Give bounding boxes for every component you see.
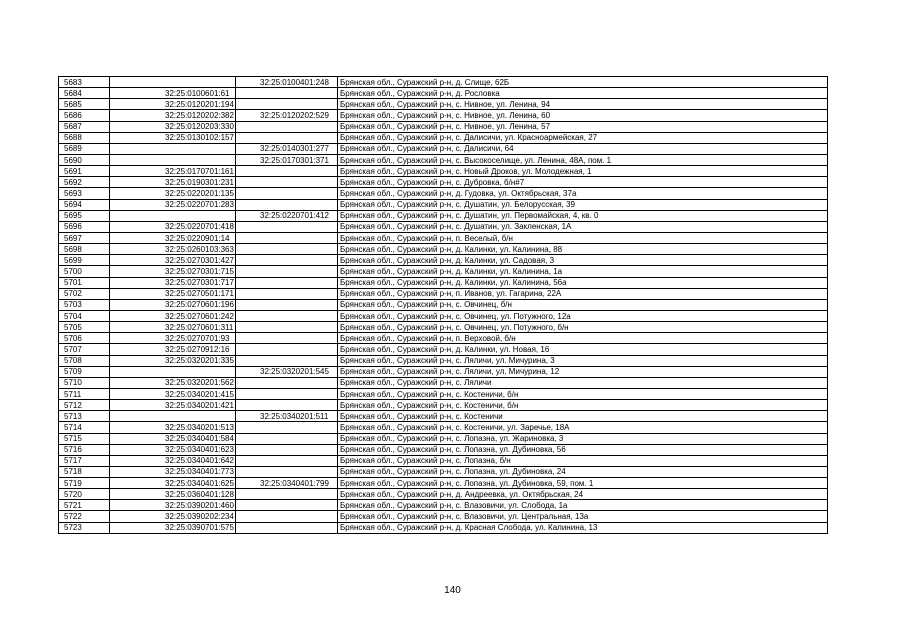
table-row [59,88,828,99]
building-cadastral-number-cell [236,121,338,132]
table-row [59,500,828,511]
building-cadastral-number-cell [236,232,338,243]
table-row [59,110,828,121]
building-cadastral-number-cell [236,99,338,110]
row-number-cell: 5703 [59,299,110,310]
cadastral-number-cell [110,143,236,154]
cadastral-number-cell: 32:25:0270601:311 [110,322,236,333]
address-cell: Брянская обл., Суражский р-н, с. Лопазна, б/н [338,455,828,466]
address-cell: Брянская обл., Суражский р-н, с. Лопазна, ул. Дубиновка, 24 [338,466,828,477]
row-number-cell: 5701 [59,277,110,288]
building-cadastral-number-cell [236,188,338,199]
address-cell: Брянская обл., Суражский р-н, с. Овчинец, б/н [338,299,828,310]
row-number-cell: 5688 [59,132,110,143]
address-cell: Брянская обл., Суражский р-н, с. Влазовичи, ул. Слобода, 1а [338,500,828,511]
address-cell: Брянская обл., Суражский р-н, с. Лопазна, ул. Жариновка, 3 [338,433,828,444]
building-cadastral-number-cell [236,333,338,344]
address-cell: Брянская обл., Суражский р-н, д. Калинки, ул. Новая, 16 [338,344,828,355]
building-cadastral-number-cell: 32:25:0220701:412 [236,210,338,221]
cadastral-number-cell: 32:25:0270912:16 [110,344,236,355]
row-number-cell: 5722 [59,511,110,522]
table-row [59,166,828,177]
table-row [59,511,828,522]
cadastral-number-cell: 32:25:0220901:14 [110,232,236,243]
address-cell: Брянская обл., Суражский р-н, с. Ляличи [338,377,828,388]
table-row [59,132,828,143]
page-number: 140 [444,585,461,596]
table-row [59,310,828,321]
row-number-cell: 5709 [59,366,110,377]
building-cadastral-number-cell [236,377,338,388]
table-row [59,99,828,110]
building-cadastral-number-cell [236,400,338,411]
address-cell: Брянская обл., Суражский р-н, с. Далисичи, ул. Красноармейская, 27 [338,132,828,143]
row-number-cell: 5706 [59,333,110,344]
address-cell: Брянская обл., Суражский р-н, с. Далисичи, 64 [338,143,828,154]
address-cell: Брянская обл., Суражский р-н, с. Овчинец, ул. Потужного, 12а [338,310,828,321]
cadastral-number-cell: 32:25:0120202:382 [110,110,236,121]
row-number-cell: 5685 [59,99,110,110]
table-row [59,455,828,466]
row-number-cell: 5715 [59,433,110,444]
cadastral-number-cell: 32:25:0340401:623 [110,444,236,455]
table-row [59,299,828,310]
row-number-cell: 5698 [59,244,110,255]
row-number-cell: 5693 [59,188,110,199]
row-number-cell: 5687 [59,121,110,132]
address-cell: Брянская обл., Суражский р-н, д. Калинки, ул. Калинина, 1а [338,266,828,277]
address-cell: Брянская обл., Суражский р-н, д. Красная Слобода, ул. Калинина, 13 [338,522,828,533]
row-number-cell: 5702 [59,288,110,299]
row-number-cell: 5721 [59,500,110,511]
row-number-cell: 5707 [59,344,110,355]
row-number-cell: 5719 [59,478,110,489]
building-cadastral-number-cell [236,177,338,188]
row-number-cell: 5694 [59,199,110,210]
cadastral-number-cell: 32:25:0340201:421 [110,400,236,411]
address-cell: Брянская обл., Суражский р-н, с. Душатин, ул. Белорусская, 39 [338,199,828,210]
building-cadastral-number-cell: 32:25:0340401:799 [236,478,338,489]
table-row [59,277,828,288]
cadastral-number-cell: 32:25:0100601:61 [110,88,236,99]
cadastral-number-cell: 32:25:0340401:642 [110,455,236,466]
row-number-cell: 5714 [59,422,110,433]
row-number-cell: 5684 [59,88,110,99]
building-cadastral-number-cell [236,511,338,522]
table-row [59,466,828,477]
address-cell: Брянская обл., Суражский р-н, с. Новый Дроков, ул. Молодежная, 1 [338,166,828,177]
address-cell: Брянская обл., Суражский р-н, д. Рословка [338,88,828,99]
address-cell: Брянская обл., Суражский р-н, д. Калинки, ул. Калинина, 88 [338,244,828,255]
cadastral-number-cell: 32:25:0340201:513 [110,422,236,433]
cadastral-number-cell [110,366,236,377]
building-cadastral-number-cell [236,288,338,299]
table-row [59,244,828,255]
cadastral-number-cell [110,210,236,221]
table-row [59,121,828,132]
row-number-cell: 5712 [59,400,110,411]
table-row [59,333,828,344]
cadastral-number-cell: 32:25:0220701:418 [110,221,236,232]
address-cell: Брянская обл., Суражский р-н, п. Веселый, б/н [338,232,828,243]
cadastral-number-cell [110,411,236,422]
cadastral-number-cell: 32:25:0170701:161 [110,166,236,177]
address-cell: Брянская обл., Суражский р-н, с. Костеничи, ул. Заречье, 18А [338,422,828,433]
building-cadastral-number-cell [236,166,338,177]
row-number-cell: 5689 [59,143,110,154]
table-row [59,143,828,154]
cadastral-number-cell: 32:25:0270501:171 [110,288,236,299]
cadastral-number-cell: 32:25:0270601:242 [110,310,236,321]
cadastral-number-cell: 32:25:0270301:717 [110,277,236,288]
table-row [59,489,828,500]
cadastral-number-cell: 32:25:0390201:460 [110,500,236,511]
table-row [59,377,828,388]
address-cell: Брянская обл., Суражский р-н, с. Ляличи, ул. Мичурина, 12 [338,366,828,377]
building-cadastral-number-cell: 32:25:0120202:529 [236,110,338,121]
row-number-cell: 5690 [59,154,110,165]
table-row [59,478,828,489]
row-number-cell: 5711 [59,388,110,399]
building-cadastral-number-cell [236,433,338,444]
row-number-cell: 5704 [59,310,110,321]
row-number-cell: 5697 [59,232,110,243]
row-number-cell: 5717 [59,455,110,466]
cadastral-number-cell: 32:25:0220701:283 [110,199,236,210]
table-row [59,411,828,422]
building-cadastral-number-cell [236,88,338,99]
cadastral-number-cell: 32:25:0320201:562 [110,377,236,388]
cadastral-number-cell: 32:25:0270301:715 [110,266,236,277]
address-cell: Брянская обл., Суражский р-н, д. Калинки, ул. Калинина, 56а [338,277,828,288]
address-cell: Брянская обл., Суражский р-н, с. Нивное, ул. Ленина, 60 [338,110,828,121]
building-cadastral-number-cell [236,500,338,511]
cadastral-number-cell [110,77,236,88]
table-row [59,522,828,533]
address-cell: Брянская обл., Суражский р-н, д. Андреевка, ул. Октябрьская, 24 [338,489,828,500]
row-number-cell: 5723 [59,522,110,533]
row-number-cell: 5705 [59,322,110,333]
row-number-cell: 5683 [59,77,110,88]
row-number-cell: 5720 [59,489,110,500]
address-cell: Брянская обл., Суражский р-н, с. Влазовичи, ул. Центральная, 13а [338,511,828,522]
address-cell: Брянская обл., Суражский р-н, с. Лопазна, ул. Дубиновка, 59, пом. 1 [338,478,828,489]
row-number-cell: 5692 [59,177,110,188]
table-row [59,154,828,165]
row-number-cell: 5718 [59,466,110,477]
table-row [59,433,828,444]
cadastral-number-cell: 32:25:0270601:196 [110,299,236,310]
cadastral-number-cell: 32:25:0340401:773 [110,466,236,477]
cadastral-number-cell: 32:25:0270301:427 [110,255,236,266]
table-row [59,355,828,366]
address-cell: Брянская обл., Суражский р-н, с. Лопазна, ул. Дубиновка, 56 [338,444,828,455]
cadastral-number-cell: 32:25:0320201:335 [110,355,236,366]
building-cadastral-number-cell [236,489,338,500]
table-row [59,388,828,399]
cadastral-number-cell: 32:25:0120203:330 [110,121,236,132]
building-cadastral-number-cell: 32:25:0320201:545 [236,366,338,377]
address-cell: Брянская обл., Суражский р-н, с. Костеничи [338,411,828,422]
table-row [59,210,828,221]
building-cadastral-number-cell [236,355,338,366]
building-cadastral-number-cell [236,221,338,232]
building-cadastral-number-cell [236,132,338,143]
building-cadastral-number-cell [236,466,338,477]
cadastral-number-cell: 32:25:0190301:231 [110,177,236,188]
building-cadastral-number-cell [236,266,338,277]
address-cell: Брянская обл., Суражский р-н, с. Овчинец, ул. Потужного, б/н [338,322,828,333]
cadastral-number-cell: 32:25:0390701:575 [110,522,236,533]
cadastral-number-cell: 32:25:0340401:584 [110,433,236,444]
row-number-cell: 5708 [59,355,110,366]
table-row [59,400,828,411]
address-cell: Брянская обл., Суражский р-н, с. Высокоселище, ул. Ленина, 48А, пом. 1 [338,154,828,165]
address-cell: Брянская обл., Суражский р-н, п. Верховой, б/н [338,333,828,344]
address-cell: Брянская обл., Суражский р-н, д. Гудовка, ул. Октябрьская, 37а [338,188,828,199]
table-row [59,366,828,377]
address-cell: Брянская обл., Суражский р-н, с. Душатин, ул. Закленская, 1А [338,221,828,232]
address-cell: Брянская обл., Суражский р-н, п. Иванов, ул. Гагарина, 22А [338,288,828,299]
building-cadastral-number-cell [236,310,338,321]
row-number-cell: 5710 [59,377,110,388]
registry-table-body [59,77,828,534]
table-row [59,288,828,299]
cadastral-number-cell: 32:25:0340201:415 [110,388,236,399]
table-row [59,221,828,232]
building-cadastral-number-cell [236,522,338,533]
registry-table [58,76,828,534]
address-cell: Брянская обл., Суражский р-н, с. Костеничи, б/н [338,400,828,411]
row-number-cell: 5700 [59,266,110,277]
address-cell: Брянская обл., Суражский р-н, с. Костеничи, б/н [338,388,828,399]
table-row [59,444,828,455]
building-cadastral-number-cell [236,422,338,433]
cadastral-number-cell: 32:25:0360401:128 [110,489,236,500]
address-cell: Брянская обл., Суражский р-н, с. Нивное, ул. Ленина, 94 [338,99,828,110]
cadastral-number-cell: 32:25:0130102:157 [110,132,236,143]
row-number-cell: 5695 [59,210,110,221]
building-cadastral-number-cell [236,277,338,288]
building-cadastral-number-cell [236,199,338,210]
table-row [59,322,828,333]
building-cadastral-number-cell [236,322,338,333]
table-row [59,422,828,433]
building-cadastral-number-cell: 32:25:0170301:371 [236,154,338,165]
cadastral-number-cell: 32:25:0260103:363 [110,244,236,255]
table-row [59,255,828,266]
cadastral-number-cell [110,154,236,165]
building-cadastral-number-cell [236,444,338,455]
building-cadastral-number-cell: 32:25:0140301:277 [236,143,338,154]
row-number-cell: 5686 [59,110,110,121]
cadastral-number-cell: 32:25:0120201:194 [110,99,236,110]
address-cell: Брянская обл., Суражский р-н, с. Нивное, ул. Ленина, 57 [338,121,828,132]
table-row [59,199,828,210]
address-cell: Брянская обл., Суражский р-н, с. Дубровка, б/н#7 [338,177,828,188]
row-number-cell: 5716 [59,444,110,455]
building-cadastral-number-cell: 32:25:0100401:248 [236,77,338,88]
table-row [59,344,828,355]
building-cadastral-number-cell [236,299,338,310]
row-number-cell: 5699 [59,255,110,266]
table-row [59,266,828,277]
address-cell: Брянская обл., Суражский р-н, д. Калинки, ул. Садовая, 3 [338,255,828,266]
table-row [59,232,828,243]
building-cadastral-number-cell [236,388,338,399]
table-row [59,77,828,88]
cadastral-number-cell: 32:25:0220201:135 [110,188,236,199]
building-cadastral-number-cell: 32:25:0340201:511 [236,411,338,422]
row-number-cell: 5691 [59,166,110,177]
building-cadastral-number-cell [236,344,338,355]
cadastral-number-cell: 32:25:0390202:234 [110,511,236,522]
building-cadastral-number-cell [236,455,338,466]
building-cadastral-number-cell [236,255,338,266]
address-cell: Брянская обл., Суражский р-н, с. Ляличи, ул. Мичурина, 3 [338,355,828,366]
building-cadastral-number-cell [236,244,338,255]
row-number-cell: 5696 [59,221,110,232]
table-row [59,188,828,199]
cadastral-number-cell: 32:25:0340401:625 [110,478,236,489]
row-number-cell: 5713 [59,411,110,422]
address-cell: Брянская обл., Суражский р-н, с. Душатин, ул. Первомайская, 4, кв. 0 [338,210,828,221]
table-row [59,177,828,188]
cadastral-number-cell: 32:25:0270701:93 [110,333,236,344]
address-cell: Брянская обл., Суражский р-н, д. Слище, 62Б [338,77,828,88]
